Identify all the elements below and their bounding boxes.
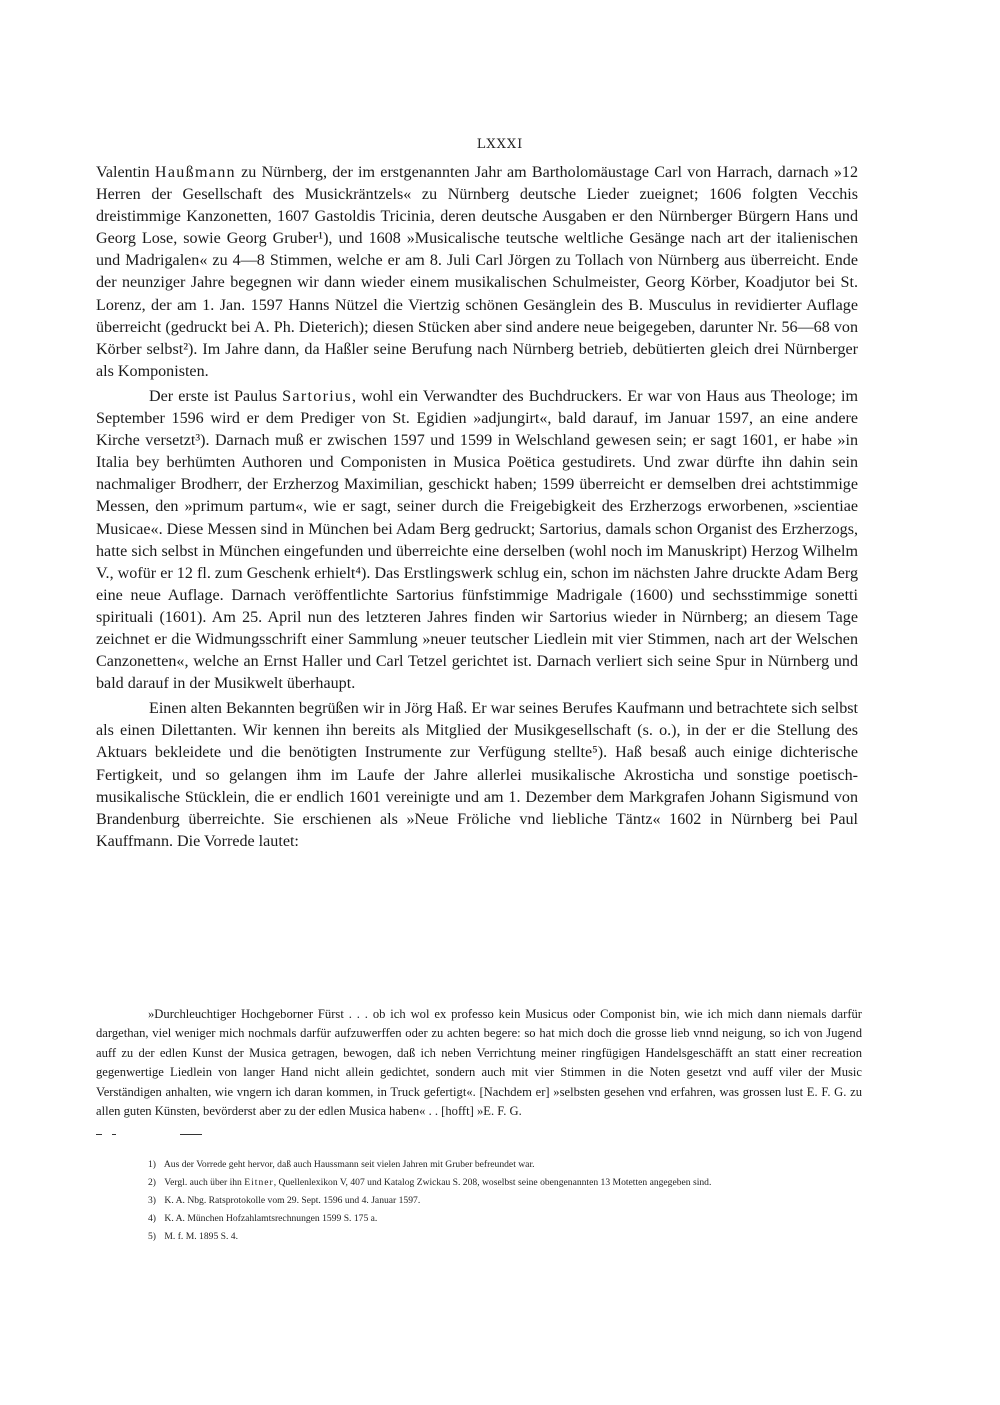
quote-text: »Durchleuchtiger Hochgeborner Fürst . . . ob ich wol ex professo kein Musicus oder Componist bin, wie ich mich dann niemals darfür dargethan, viel weniger mich nochmals darfür aufzuwerffen oder zu achten begere: so hat mich doch die grosse lieb vnnd neigung, so ich von Jugend auff zu der edlen Kunst der Musica getragen, bewogen, daß ich neben Verrichtung meiner ringfügigen Handelsgeschäfft an statt einer recreation gegenwertige Liedlein von langer Hand nicht allein gedichtet, sondern auch mit vier Stimmen in die Noten gesetzt vnd auff viler der Music Verständigen anhalten, wie vngern ich daran kommen, in Truck gefertigt«. [Nachdem er] »selbsten gesehen vnd erfahren, was grossen lust E. F. G. zu allen guten Künsten, bevörderst aber zu der edlen Musica haben« . . [hofft] »E. F. G.: [96, 1007, 862, 1119]
paragraph-1: [96, 162, 858, 383]
footnote-mark: 2): [148, 1177, 156, 1188]
text-run: Einen alten Bekannten begrüßen wir in Jörg Haß. Er war seines Berufes Kaufmann und betrachtete sich selbst als einen Dilettanten. Wir kennen ihn bereits als Mitglied der Musikgesellschaft (s. o.), in der er die Stellung des Aktuars bekleidete und die benötigten Instrumente zur Verfügung stellte⁵). Haß besaß auch einige dichterische Fertigkeit, und so gelangen ihm im Laufe der Jahre allerlei musikalische Akrosticha und sonstige poetisch-musikalische Stücklein, die er endlich 1601 vereinigte und am 1. Dezember dem Markgrafen Johann Sigismund von Brandenburg überreichte. Sie erschienen als »Neue Fröliche vnd liebliche Täntz« 1602 in Nürnberg bei Paul Kauffmann. Die Vorrede lautet:: [96, 700, 858, 850]
footnote-mark: 5): [148, 1231, 156, 1242]
dash-mark: [96, 1134, 102, 1135]
emphasized-name: Sartorius: [282, 387, 352, 405]
footnote-text: , Quellenlexikon V, 407 und Katalog Zwickau S. 208, woselbst seine obengenannten 13 Motetten angegeben sind.: [273, 1177, 712, 1188]
footnote-3: [96, 1194, 862, 1207]
paragraph-3: [96, 698, 858, 853]
emphasized-name: Haußmann: [154, 164, 236, 181]
text-run: Der erste ist Paulus: [149, 387, 283, 405]
footnote-1: [96, 1158, 862, 1171]
text-run: , wohl ein Verwandter des Buchdruckers. Er war von Haus aus Theologe; im September 1596 wird er dem Prediger von St. Egidien »adjungirt«, bald darauf, im Januar 1597, an eine andere Kirche versetzt³). Darnach muß er zwischen 1597 und 1599 in Welschland gewesen sein; er sagt 1601, er habe »in Italia bey berhümten Authoren und Componisten in Musica Poëtica gestudirets. Und zwar dürfte ihn dahin sein nachmaliger Brodherr, der Erzherzog Maximilian, geschickt haben; 1599 überreicht er demselben drei achtstimmige Messen, den »primum partum«, wie er sagt, seiner durch die Freigebigkeit des Erzherzogs erworbenen, »scientiae Musicae«. Diese Messen sind in München bei Adam Berg gedruckt; Sartorius, damals schon Organist des Erzherzogs, hatte sich selbst in München eingefunden und überreichte eine derselben (wohl noch im Manuskript) Herzog Wilhelm V., wofür er 12 fl. zum Geschenk erhielt⁴). Das Erstlingswerk schlug ein, schon im nächsten Jahre druckte Adam Berg eine neue Auflage. Darnach veröffentlichte Sartorius fünfstimmige Madrigale (1600) und sechsstimmige sonetti spirituali (1601). Am 25. April nun des letzteren Jahres finden wir Sartorius wieder in Nürnberg; an diesem Tage zeichnet er die Widmungsschrift einer Sammlung »neuer teutscher Liedlein mit vier Stimmen, nach art der Welschen Canzonetten«, welche an Ernst Haller und Carl Tetzel gerichtet ist. Darnach verliert sich seine Spur in Nürnberg und bald darauf in der Musikwelt überhaupt.: [96, 387, 858, 693]
footnote-author: Eitner: [244, 1177, 274, 1188]
text-run: zu Nürnberg, der im erstgenannten Jahr am Bartholomäustage Carl von Harrach, darnach »12 Herren der Gesellschaft des Musickräntzels« zu Nürnberg deutsche Lieder zueignet; 1606 folgten Vecchis dreistimmige Kanzonetten, 1607 Gastoldis Tricinia, deren deutsche Ausgaben er den Nürnberger Bürgern Hans und Georg Lose, sowie Georg Gruber¹), und 1608 »Musicalische teutsche weltliche Gesänge nach art der italienischen und Madrigalen« zu 4—8 Stimmen, welche er am 8. Juli Carl Jörgen zu Tollach von Nürnberg aus überreicht. Ende der neunziger Jahre begegnen wir dann wieder einem musikalischen Schulmeister, Georg Körber, Koadjutor bei St. Lorenz, der am 1. Jan. 1597 Hanns Nützel die Viertzig schönen Gesänglein des B. Musculus in revidierter Auflage überreicht (gedruckt bei A. Ph. Dieterich); diesen Stücken aber sind andere neue beigegeben, darunter Nr. 56—68 von Körber selbst²). Im Jahre dann, da Haßler seine Berufung nach Nürnberg betrieb, debütierten gleich drei Nürnberger als Komponisten.: [96, 164, 859, 380]
quote-continuation-marks: [96, 1134, 296, 1142]
page-number: LXXXI: [476, 137, 524, 152]
footnote-mark: 3): [148, 1195, 156, 1206]
footnote-5: [96, 1230, 862, 1243]
footnote-text: Aus der Vorrede geht hervor, daß auch Haussmann seit vielen Jahren mit Gruber befreundet war.: [163, 1159, 535, 1170]
footnote-mark: 4): [148, 1213, 156, 1224]
main-text: [96, 162, 858, 853]
footnotes: [96, 1158, 862, 1248]
footnote-text: Vergl. auch über ihn: [164, 1177, 245, 1188]
footnote-2: [96, 1176, 862, 1189]
footnote-text: K. A. Nbg. Ratsprotokolle vom 29. Sept. 1596 und 4. Januar 1597.: [164, 1195, 421, 1206]
footnote-mark: 1): [148, 1159, 156, 1170]
paragraph-2: [96, 386, 858, 695]
quoted-preface: [96, 1005, 862, 1121]
dash-mark: [180, 1134, 202, 1135]
footnote-text: K. A. München Hofzahlamtsrechnungen 1599 S. 175 a.: [164, 1213, 378, 1224]
dash-mark: [112, 1134, 116, 1135]
text-run: Valentin: [96, 164, 155, 181]
footnote-text: M. f. M. 1895 S. 4.: [164, 1231, 238, 1242]
footnote-4: [96, 1212, 862, 1225]
